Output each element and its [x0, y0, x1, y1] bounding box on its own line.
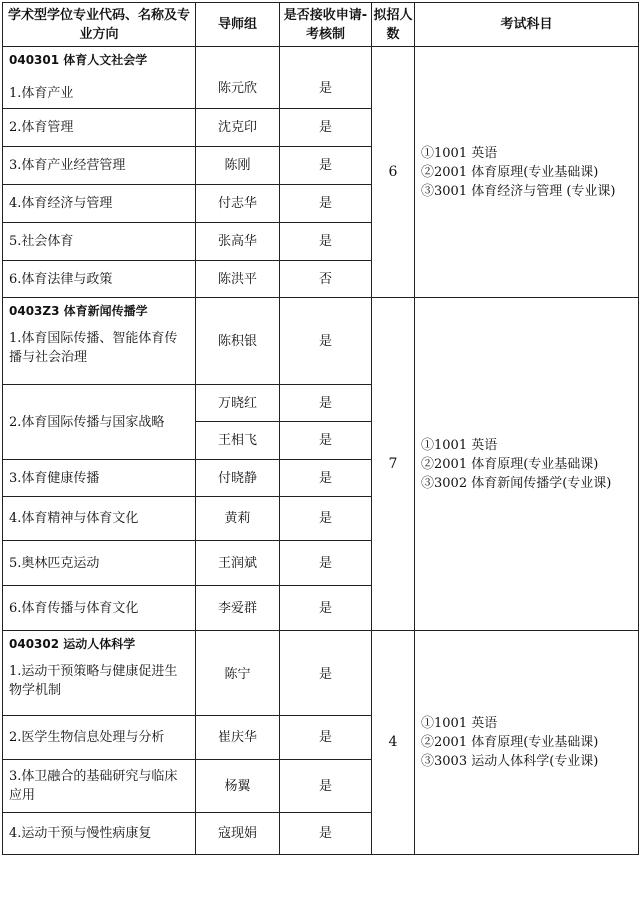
direction-label: 1.体育国际传播、智能体育传播与社会治理: [9, 331, 178, 365]
exam-subject: ①1001 英语: [421, 145, 498, 161]
exam-subject: ③3001 体育经济与管理 (专业课): [421, 183, 616, 199]
review-cell: 是: [280, 586, 372, 631]
advisor-cell: 陈刚: [196, 147, 280, 185]
header-major: 学术型学位专业代码、名称及专业方向: [3, 3, 196, 47]
direction-label: 2.体育国际传播与国家战略: [3, 385, 196, 460]
exam-subject: ①1001 英语: [421, 716, 498, 731]
review-cell: 是: [280, 185, 372, 223]
exam-subject: ①1001 英语: [421, 437, 498, 453]
exam-subject: ③3002 体育新闻传播学(专业课): [421, 475, 612, 491]
quota-cell: 6: [372, 47, 415, 298]
review-cell: 是: [280, 47, 372, 109]
review-cell: 是: [280, 147, 372, 185]
advisor-cell: 王相飞: [196, 422, 280, 460]
header-advisor: 导师组: [196, 3, 280, 47]
direction-label: 4.运动干预与慢性病康复: [3, 813, 196, 855]
advisor-cell: 杨翼: [196, 760, 280, 813]
review-cell: 否: [280, 261, 372, 298]
review-cell: 是: [280, 223, 372, 261]
direction-label: 5.奥林匹克运动: [3, 541, 196, 586]
exam-cell: [415, 298, 639, 631]
quota-cell: 7: [372, 298, 415, 631]
advisor-cell: 黄莉: [196, 497, 280, 541]
exam-subject: ③3003 运动人体科学(专业课): [421, 754, 599, 769]
exam-subject: ②2001 体育原理(专业基础课): [421, 456, 599, 472]
direction-label: 4.体育经济与管理: [3, 185, 196, 223]
review-cell: 是: [280, 422, 372, 460]
exam-subject: ②2001 体育原理(专业基础课): [421, 735, 599, 750]
review-cell: 是: [280, 298, 372, 385]
table-row: [3, 631, 196, 716]
review-cell: 是: [280, 385, 372, 422]
review-cell: 是: [280, 541, 372, 586]
table-row: [3, 298, 196, 385]
major-title: 040301 体育人文社会学: [9, 53, 148, 67]
table-row: [3, 47, 196, 109]
advisor-cell: 崔庆华: [196, 716, 280, 760]
advisor-cell: 陈元欣: [196, 47, 280, 109]
direction-label: 6.体育法律与政策: [3, 261, 196, 298]
direction-label: 4.体育精神与体育文化: [3, 497, 196, 541]
review-cell: 是: [280, 716, 372, 760]
review-cell: 是: [280, 497, 372, 541]
review-cell: 是: [280, 631, 372, 716]
quota-cell: 4: [372, 631, 415, 855]
advisor-cell: 寇现娟: [196, 813, 280, 855]
advisor-cell: 付晓静: [196, 460, 280, 497]
enrollment-table: [2, 2, 639, 855]
direction-label: 3.体育健康传播: [3, 460, 196, 497]
exam-cell: [415, 47, 639, 298]
advisor-cell: 李爱群: [196, 586, 280, 631]
review-cell: 是: [280, 460, 372, 497]
advisor-cell: 万晓红: [196, 385, 280, 422]
direction-label: 3.体卫融合的基础研究与临床应用: [3, 760, 196, 813]
exam-cell: [415, 631, 639, 855]
header-quota: 拟招人数: [372, 3, 415, 47]
advisor-cell: 陈洪平: [196, 261, 280, 298]
advisor-cell: 王润斌: [196, 541, 280, 586]
direction-label: 3.体育产业经营管理: [3, 147, 196, 185]
review-cell: 是: [280, 760, 372, 813]
advisor-cell: 张高华: [196, 223, 280, 261]
direction-label: 1.体育产业: [9, 86, 74, 101]
advisor-cell: 沈克印: [196, 109, 280, 147]
review-cell: 是: [280, 109, 372, 147]
major-title: 0403Z3 体育新闻传播学: [9, 304, 148, 318]
exam-subject: ②2001 体育原理(专业基础课): [421, 164, 599, 180]
review-cell: 是: [280, 813, 372, 855]
direction-label: 6.体育传播与体育文化: [3, 586, 196, 631]
advisor-cell: 陈宁: [196, 631, 280, 716]
advisor-cell: 付志华: [196, 185, 280, 223]
header-review: 是否接收申请-考核制: [280, 3, 372, 47]
advisor-cell: 陈积银: [196, 298, 280, 385]
major-title: 040302 运动人体科学: [9, 637, 136, 651]
header-exam: 考试科目: [415, 3, 639, 47]
direction-label: 2.体育管理: [3, 109, 196, 147]
direction-label: 5.社会体育: [3, 223, 196, 261]
direction-label: 1.运动干预策略与健康促进生物学机制: [9, 664, 178, 698]
direction-label: 2.医学生物信息处理与分析: [3, 716, 196, 760]
